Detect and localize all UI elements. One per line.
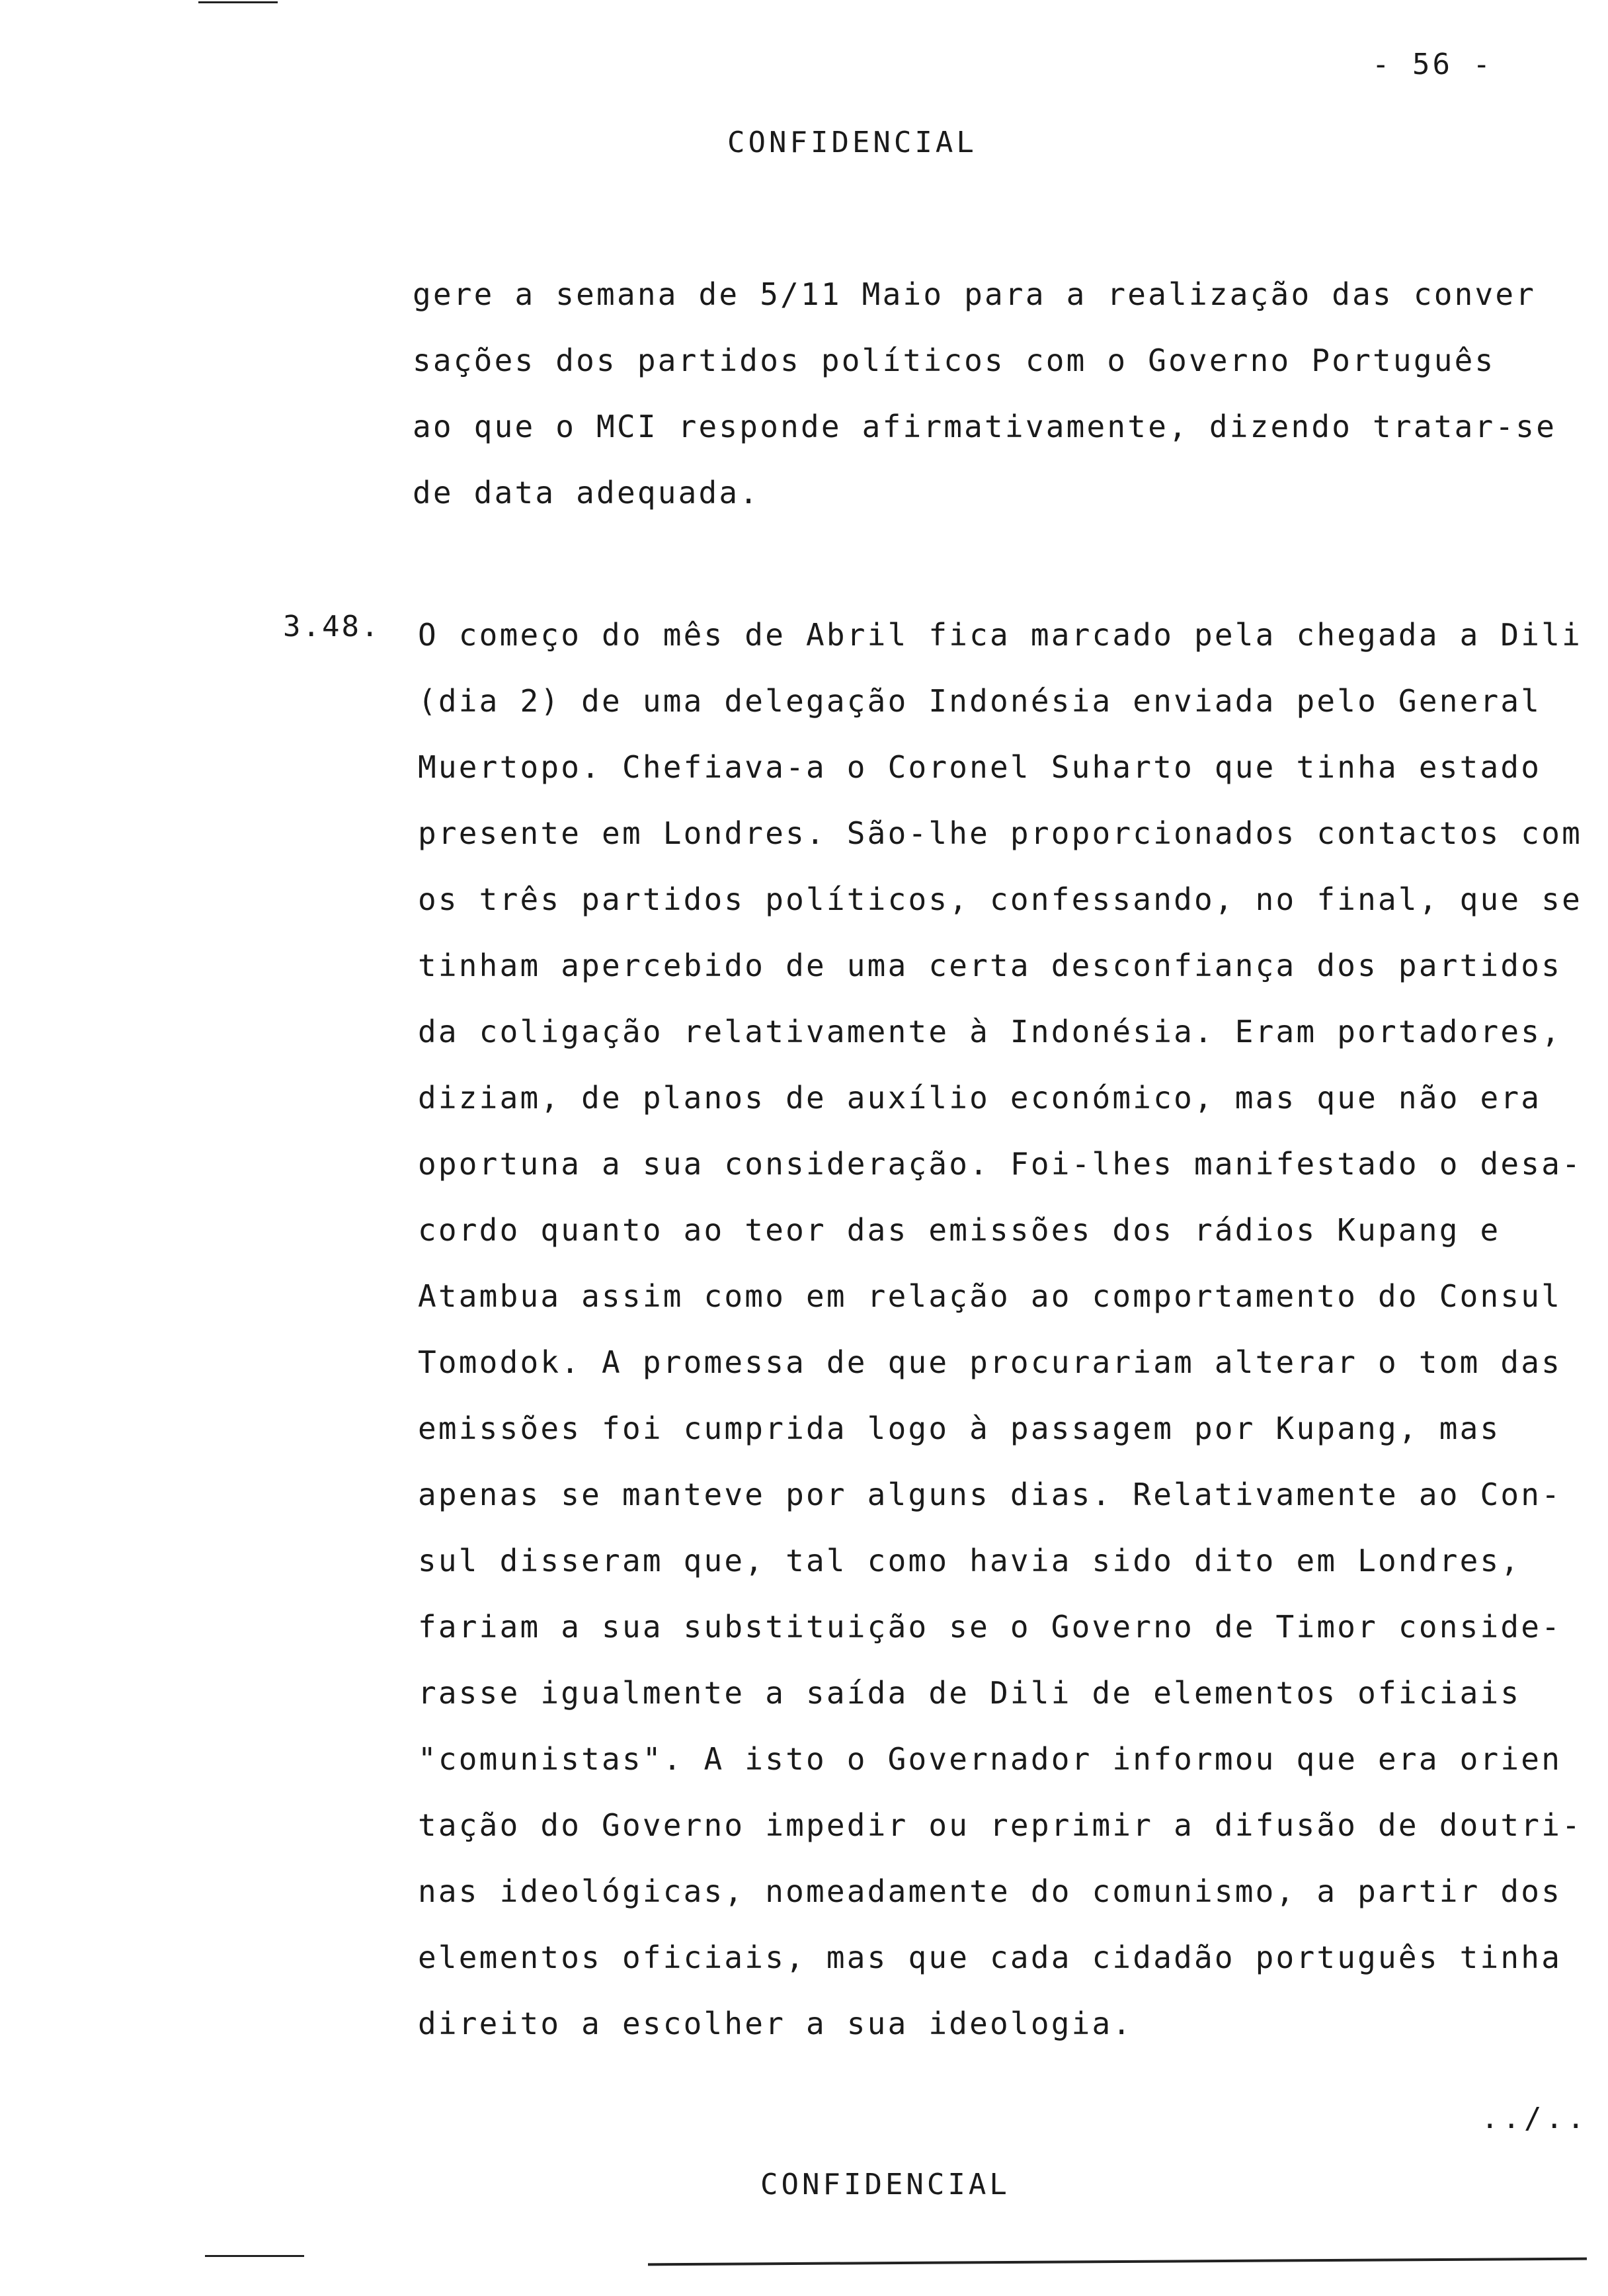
- paragraph-line: oportuna a sua consideração. Foi-lhes manifestado o desa-: [418, 1146, 1582, 1182]
- paragraph-3-48: [418, 602, 1582, 2057]
- paragraph-line: gere a semana de 5/11 Maio para a realização das conver: [413, 276, 1537, 312]
- continued-marker: ../..: [1481, 2102, 1589, 2135]
- bottom-left-rule: [205, 2255, 304, 2257]
- classification-header: CONFIDENCIAL: [727, 126, 977, 159]
- classification-footer: CONFIDENCIAL: [760, 2168, 1010, 2201]
- paragraph-line: sul disseram que, tal como havia sido dito em Londres,: [418, 1543, 1521, 1578]
- paragraph-line: elementos oficiais, mas que cada cidadão português tinha: [418, 1940, 1562, 1975]
- paragraph-line: sações dos partidos políticos com o Governo Português: [413, 343, 1496, 378]
- paragraph-line: ao que o MCI responde afirmativamente, dizendo tratar-se: [413, 409, 1557, 444]
- paragraph-line: os três partidos políticos, confessando, no final, que se: [418, 882, 1582, 917]
- paragraph-line: cordo quanto ao teor das emissões dos rádios Kupang e: [418, 1212, 1501, 1248]
- top-left-mark: [198, 1, 278, 3]
- paragraph-line: rasse igualmente a saída de Dili de elementos oficiais: [418, 1675, 1521, 1711]
- paragraph-line: direito a escolher a sua ideologia.: [418, 2006, 1133, 2041]
- paragraph-line: O começo do mês de Abril fica marcado pela chegada a Dili: [418, 617, 1582, 653]
- paragraph-line: tinham apercebido de uma certa desconfiança dos partidos: [418, 948, 1562, 983]
- paragraph-line: de data adequada.: [413, 475, 760, 511]
- paragraph-continuation: [413, 261, 1556, 526]
- paragraph-line: tação do Governo impedir ou reprimir a difusão de doutri-: [418, 1807, 1582, 1843]
- paragraph-line: Atambua assim como em relação ao comportamento do Consul: [418, 1278, 1562, 1314]
- paragraph-line: apenas se manteve por alguns dias. Relativamente ao Con-: [418, 1477, 1562, 1512]
- paragraph-line: Tomodok. A promessa de que procurariam alterar o tom das: [418, 1344, 1562, 1380]
- paragraph-number: 3.48.: [283, 610, 381, 643]
- paragraph-line: da coligação relativamente à Indonésia. Eram portadores,: [418, 1014, 1562, 1049]
- paragraph-line: diziam, de planos de auxílio económico, mas que não era: [418, 1080, 1542, 1116]
- page-number: - 56 -: [1372, 48, 1493, 81]
- paragraph-line: fariam a sua substituição se o Governo de Timor conside-: [418, 1609, 1562, 1645]
- paragraph-line: Muertopo. Chefiava-a o Coronel Suharto que tinha estado: [418, 749, 1542, 785]
- paragraph-line: (dia 2) de uma delegação Indonésia enviada pelo General: [418, 683, 1542, 719]
- paragraph-line: "comunistas". A isto o Governador informou que era orien: [418, 1741, 1562, 1777]
- paragraph-line: presente em Londres. São-lhe proporcionados contactos com: [418, 815, 1582, 851]
- bottom-rule: [648, 2258, 1587, 2266]
- paragraph-line: emissões foi cumprida logo à passagem por Kupang, mas: [418, 1411, 1501, 1446]
- paragraph-line: nas ideológicas, nomeadamente do comunismo, a partir dos: [418, 1873, 1562, 1909]
